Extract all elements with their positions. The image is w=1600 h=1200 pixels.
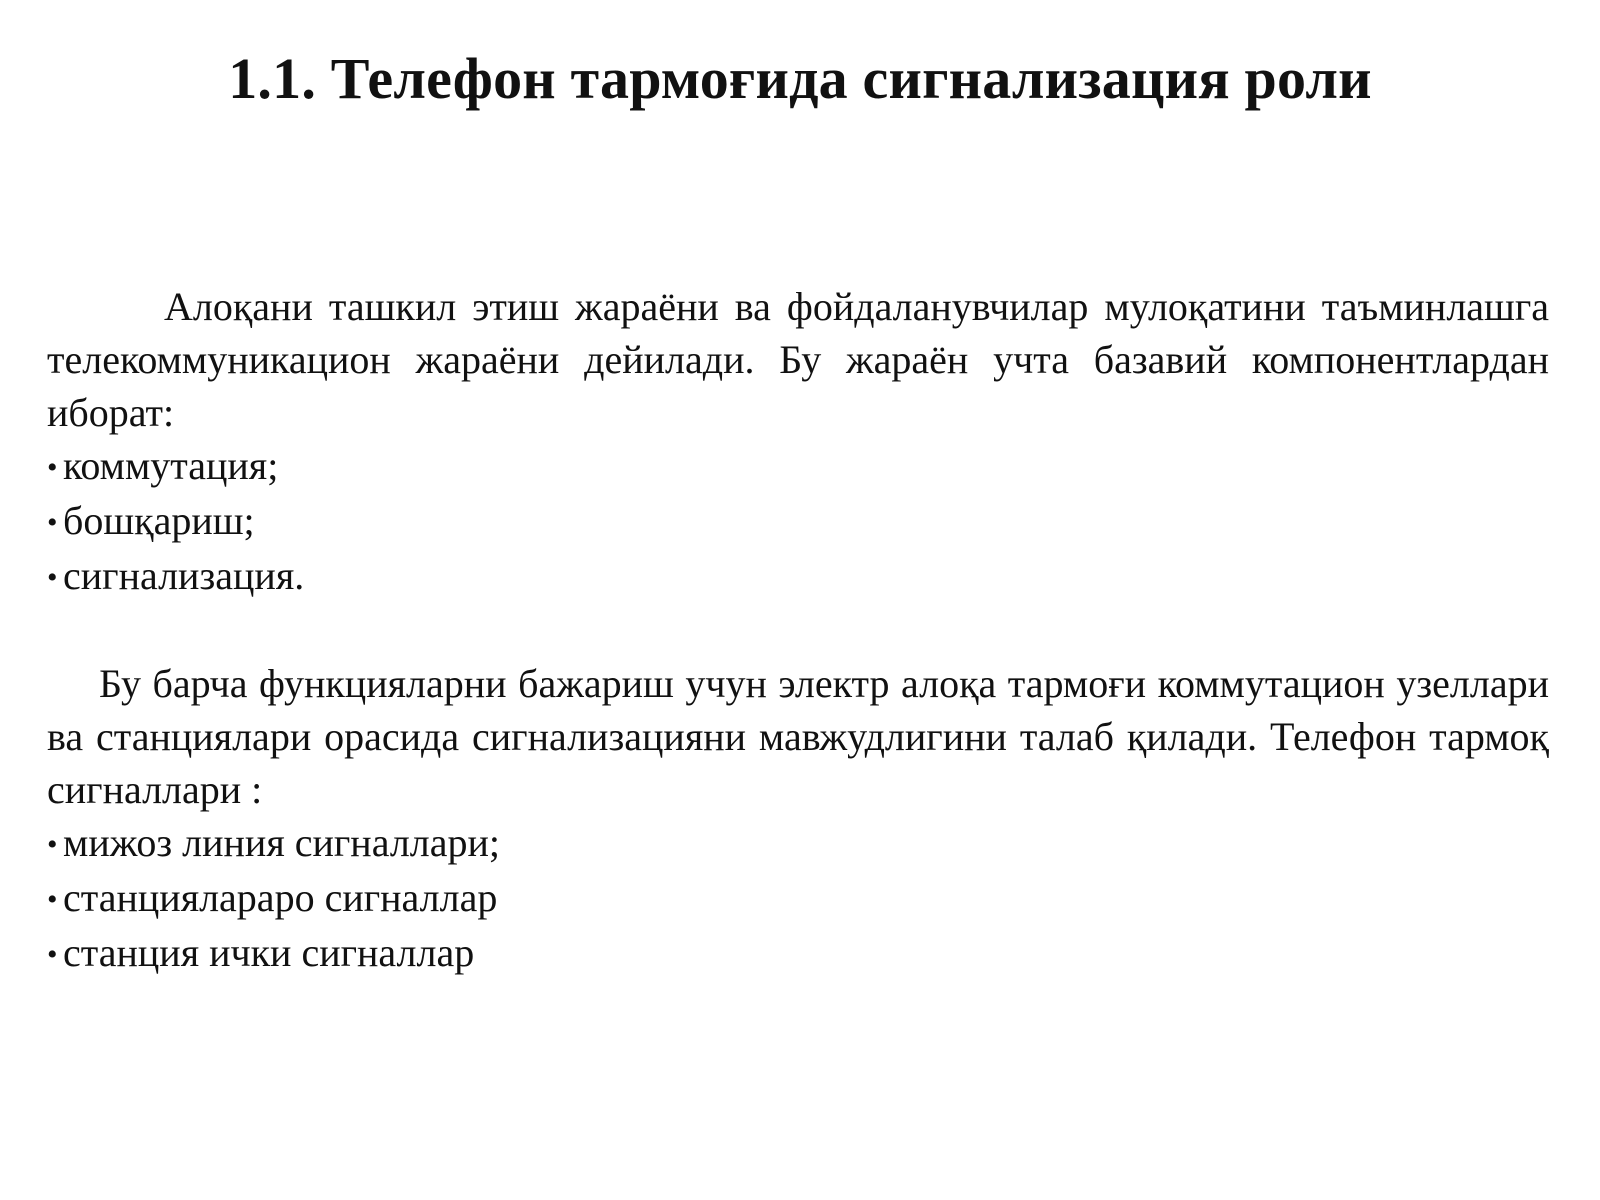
list-item-text: станцияларaро сигналлар xyxy=(63,875,498,920)
signal-types-list xyxy=(47,816,1549,981)
bullet-icon: • xyxy=(47,938,58,971)
slide-body xyxy=(47,280,1549,981)
bullet-icon: • xyxy=(47,561,58,594)
slide-title: 1.1. Телефон тармоғида сигнализация роли xyxy=(228,46,1372,111)
list-item xyxy=(47,549,1549,604)
list-item xyxy=(47,871,1549,926)
list-item xyxy=(47,926,1549,981)
list-item-text: мижоз линия сигналлари; xyxy=(63,820,501,865)
list-item-text: бошқариш; xyxy=(63,498,255,543)
list-item xyxy=(47,494,1549,549)
intro-paragraph: Алоқани ташкил этиш жараёни ва фойдаланувчилар мулоқатини таъминлашга телекоммуникацион жараёни дейилади. Бу жараён учта базавий компонентлардан иборат: xyxy=(47,284,1549,435)
bullet-icon: • xyxy=(47,451,58,484)
list-item xyxy=(47,439,1549,494)
signals-paragraph: Бу барча функцияларни бажариш учун электр алоқа тармоғи коммутацион узеллари ва станциялари орасида сигнализацияни мавжудлигини талаб қилади. Телефон тармоқ сигналлари : xyxy=(47,661,1549,812)
bullet-icon: • xyxy=(47,828,58,861)
list-item xyxy=(47,816,1549,871)
component-list xyxy=(47,439,1549,604)
bullet-icon: • xyxy=(47,506,58,539)
bullet-icon: • xyxy=(47,883,58,916)
list-item-text: станция ички сигналлар xyxy=(63,930,475,975)
list-item-text: коммутация; xyxy=(63,443,279,488)
list-item-text: сигнализация. xyxy=(63,553,305,598)
